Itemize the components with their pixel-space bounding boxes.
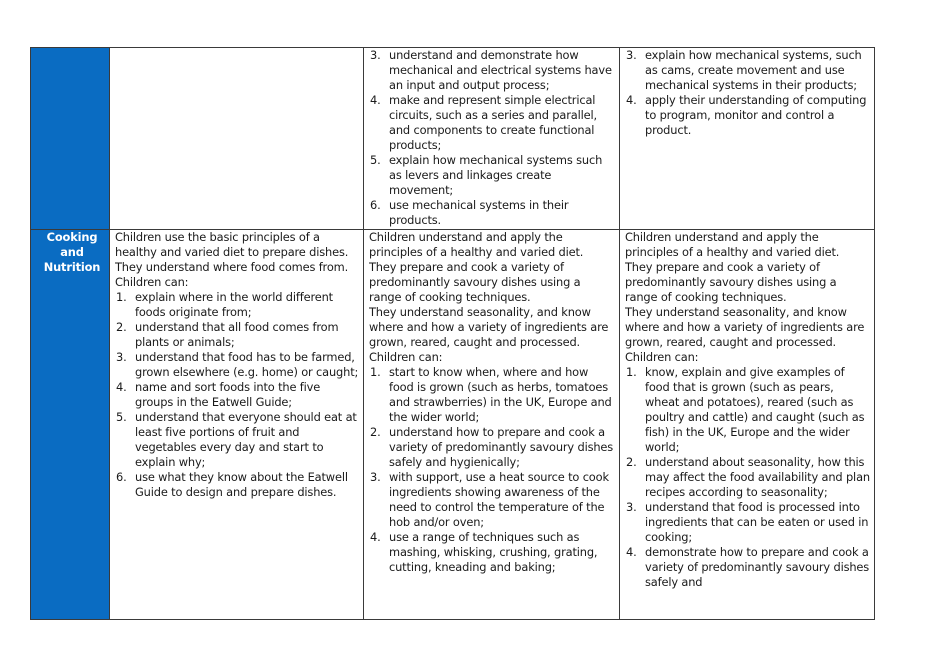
list-text: understand that food has to be farmed, grown elsewhere (e.g. home) or caught; <box>135 350 359 379</box>
list-item <box>115 290 359 320</box>
list-text: understand that food is processed into ingredients that can be eaten or used in cooking; <box>645 500 869 544</box>
list-text: use mechanical systems in their products. <box>389 198 569 227</box>
list-number: 4. <box>626 545 637 559</box>
list-number: 3. <box>116 350 127 364</box>
description-paragraph: They prepare and cook a variety of predominantly savoury dishes using a range of cooking techniques. <box>369 260 581 304</box>
list-number: 2. <box>116 320 127 334</box>
list-intro: Children can: <box>625 350 699 364</box>
curriculum-table <box>30 47 875 620</box>
list-number: 3. <box>626 48 637 62</box>
list-number: 4. <box>370 93 381 107</box>
list-text: explain where in the world different foods originate from; <box>135 290 333 319</box>
list-item <box>369 198 615 228</box>
list-number: 4. <box>626 93 637 107</box>
row-heading-cell <box>31 48 110 230</box>
list-text: demonstrate how to prepare and cook a variety of predominantly savoury dishes safely and <box>645 545 870 589</box>
list-item <box>369 48 615 93</box>
objectives-list <box>369 48 615 228</box>
upper-ks2-cell <box>620 48 875 230</box>
list-item <box>625 365 870 455</box>
list-item <box>369 530 615 575</box>
list-item <box>625 93 870 138</box>
list-number: 6. <box>116 470 127 484</box>
list-text: use a range of techniques such as mashing, whisking, crushing, grating, cutting, kneading and baking; <box>389 530 598 574</box>
description-paragraph: They prepare and cook a variety of predominantly savoury dishes using a range of cooking techniques. <box>625 260 837 304</box>
list-text: with support, use a heat source to cook ingredients showing awareness of the need to control the temperature of the hob and/or oven; <box>389 470 609 529</box>
list-number: 2. <box>626 455 637 469</box>
list-text: make and represent simple electrical circuits, such as a series and parallel, and components to create functional products; <box>389 93 597 152</box>
list-text: use what they know about the Eatwell Guide to design and prepare dishes. <box>135 470 348 499</box>
description-paragraph: They understand seasonality, and know where and how a variety of ingredients are grown, reared, caught and processed. <box>369 305 609 349</box>
objectives-list <box>115 290 359 500</box>
list-text: understand and demonstrate how mechanical and electrical systems have an input and output process; <box>389 48 612 92</box>
description-paragraph: They understand seasonality, and know where and how a variety of ingredients are grown, reared, caught and processed. <box>625 305 865 349</box>
list-item <box>115 320 359 350</box>
list-item <box>369 470 615 530</box>
list-number: 3. <box>370 48 381 62</box>
list-number: 5. <box>370 153 381 167</box>
list-number: 1. <box>116 290 127 304</box>
list-item <box>369 365 615 425</box>
upper-ks2-cell <box>620 230 875 620</box>
list-number: 2. <box>370 425 381 439</box>
list-number: 4. <box>116 380 127 394</box>
list-item <box>115 470 359 500</box>
list-text: understand that everyone should eat at least five portions of fruit and vegetables every day and start to explain why; <box>135 410 357 469</box>
table-row-continued <box>31 48 875 230</box>
ks1-cell <box>110 230 364 620</box>
list-text: start to know when, where and how food is grown (such as herbs, tomatoes and strawberries) in the UK, Europe and the wider world; <box>389 365 612 424</box>
lower-ks2-cell <box>364 230 620 620</box>
objectives-list <box>625 365 870 590</box>
list-number: 6. <box>370 198 381 212</box>
list-number: 1. <box>370 365 381 379</box>
lower-ks2-cell <box>364 48 620 230</box>
list-item <box>625 455 870 500</box>
description-paragraph: They understand where food comes from. <box>115 260 349 274</box>
list-number: 1. <box>626 365 637 379</box>
list-text: apply their understanding of computing to program, monitor and control a product. <box>645 93 867 137</box>
list-text: explain how mechanical systems, such as cams, create movement and use mechanical systems in their products; <box>645 48 862 92</box>
objectives-list <box>625 48 870 138</box>
list-text: know, explain and give examples of food that is grown (such as pears, wheat and potatoes), reared (such as poultry and cattle) and caught (such as fish) in the UK, Europe and the wider world; <box>645 365 865 454</box>
list-item <box>625 48 870 93</box>
list-text: understand that all food comes from plants or animals; <box>135 320 339 349</box>
list-text: understand how to prepare and cook a variety of predominantly savoury dishes safely and hygienically; <box>389 425 614 469</box>
description-paragraph: Children understand and apply the principles of a healthy and varied diet. <box>369 230 584 259</box>
list-item <box>115 410 359 470</box>
list-item <box>625 545 870 590</box>
row-heading-cell <box>31 230 110 620</box>
list-item <box>369 93 615 153</box>
list-item <box>625 500 870 545</box>
list-text: understand about seasonality, how this may affect the food availability and plan recipes according to seasonality; <box>645 455 870 499</box>
row-heading <box>36 48 105 229</box>
description-paragraph: Children understand and apply the principles of a healthy and varied diet. <box>625 230 840 259</box>
objectives-list <box>369 365 615 575</box>
list-text: name and sort foods into the five groups in the Eatwell Guide; <box>135 380 321 409</box>
list-number: 3. <box>370 470 381 484</box>
list-item <box>369 425 615 470</box>
list-number: 5. <box>116 410 127 424</box>
list-item <box>369 153 615 198</box>
list-intro: Children can: <box>115 275 189 289</box>
list-text: explain how mechanical systems such as levers and linkages create movement; <box>389 153 603 197</box>
list-number: 4. <box>370 530 381 544</box>
row-heading: Cooking and Nutrition <box>43 230 101 274</box>
list-number: 3. <box>626 500 637 514</box>
list-item <box>115 380 359 410</box>
description-paragraph: Children use the basic principles of a healthy and varied diet to prepare dishes. <box>115 230 349 259</box>
ks1-cell <box>110 48 364 230</box>
list-item <box>115 350 359 380</box>
table-row-cooking-nutrition <box>31 230 875 620</box>
list-intro: Children can: <box>369 350 443 364</box>
